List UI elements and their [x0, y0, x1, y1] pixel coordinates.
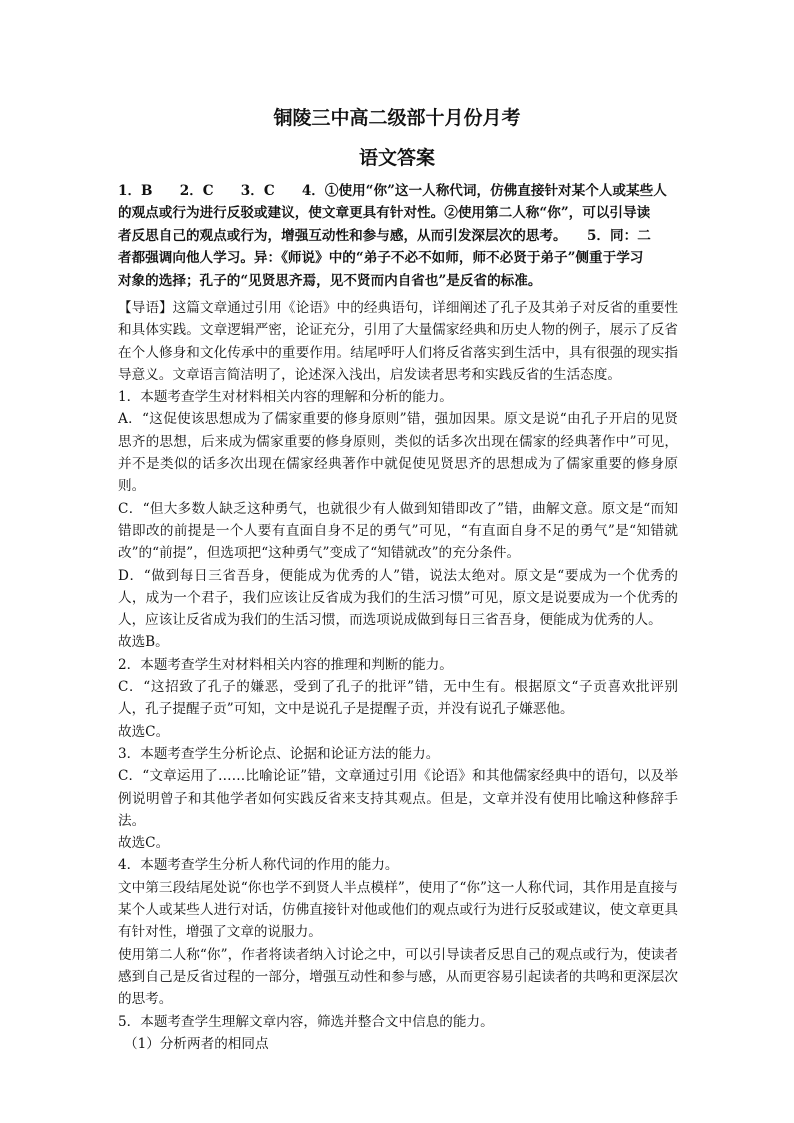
- document-subtitle: 语文答案: [358, 147, 435, 169]
- answer-conclusion: 故选C。: [118, 835, 170, 852]
- analysis-paragraph: C．“但大多数人缺乏这种勇气，也就很少有人做到知错即改了”错，曲解文意。原文是“而知错即改的前提是一个人要有直面自身不足的勇气”可见，“有直面自身不足的勇气”是“知错就改”的“前提”，但选项把“这种勇气”变成了“知错就改”的充分条件。: [118, 500, 678, 562]
- guide-paragraph: 【导语】这篇文章通过引用《论语》中的经典语句，详细阐述了孔子及其弟子对反省的重要性和具体实践。文章逻辑严密，论证充分，引用了大量儒家经典和历史人物的例子，展示了反省在个人修身和文化传承中的重要作用。结尾呼吁人们将反省落实到生活中，具有很强的现实指导意义。文章语言简洁明了，论述深入浅出，启发读者思考和实践反省的生活态度。: [118, 300, 678, 383]
- analysis-paragraph: 文中第三段结尾处说“你也学不到贤人半点模样”，使用了“你”这一人称代词，其作用是直接与某个人或某些人进行对话，仿佛直接针对他或他们的观点或行为进行反驳或建议，使文章更具有针对性，增强了文章的说服力。: [118, 879, 678, 941]
- question-heading: 2．本题考查学生对材料相关内容的推理和判断的能力。: [118, 656, 453, 673]
- question-heading: 1．本题考查学生对材料相关内容的理解和分析的能力。: [118, 389, 453, 406]
- answer-line: 1．B 2．C 3．C 4．①使用“你”这一人称代词，仿佛直接针对某个人或某些人: [118, 183, 667, 199]
- answer-conclusion: 故选B。: [118, 634, 169, 651]
- analysis-paragraph: D．“做到每日三省吾身，便能成为优秀的人”错，说法太绝对。原文是“要成为一个优秀的人，成为一个君子，我们应该让反省成为我们的生活习惯”可见，原文是说要成为一个优秀的人，应该让反省成为我们的生活习惯，而选项说成做到每日三省吾身，便能成为优秀的人。: [118, 567, 678, 629]
- analysis-paragraph: C．“这招致了孔子的嫌恶，受到了孔子的批评”错，无中生有。根据原文“子贡喜欢批评别人，孔子提醒子贡”可知，文中是说孔子是提醒子贡，并没有说孔子嫌恶他。: [118, 679, 678, 718]
- question-heading: 4．本题考查学生分析人称代词的作用的能力。: [118, 857, 399, 874]
- answer-line: 的观点或行为进行反驳或建议，使文章更具有针对性。②使用第二人称“你”，可以引导读: [118, 205, 651, 222]
- analysis-paragraph: 使用第二人称“你”，作者将读者纳入讨论之中，可以引导读者反思自己的观点或行为，使读者感到自己是反省过程的一部分，增强互动性和参与感，从而更容易引起读者的共鸣和更深层次的思考。: [118, 946, 678, 1008]
- analysis-paragraph: C．“文章运用了……比喻论证”错，文章通过引用《论语》和其他儒家经典中的语句，以及举例说明曾子和其他学者如何实践反省来支持其观点。但是，文章并没有使用比喻这种修辞手法。: [118, 768, 678, 829]
- answer-conclusion: 故选C。: [118, 723, 170, 740]
- sub-point-heading: （1）分析两者的相同点: [124, 1035, 269, 1052]
- analysis-section: [118, 297, 678, 1055]
- answer-line: 对象的选择；孔子的“见贤思齐焉，见不贤而内自省也”是反省的标准。: [118, 272, 542, 289]
- document-title: 铜陵三中高二级部十月份月考: [273, 107, 521, 129]
- question-heading: 3．本题考查学生分析论点、论据和论证方法的能力。: [118, 745, 440, 762]
- answer-line: 者反思自己的观点或行为，增强互动性和参与感，从而引发深层次的思考。 5．同：二: [118, 227, 651, 244]
- answer-line: 者都强调向他人学习。异：《师说》中的“弟子不必不如师，师不必贤于弟子”侧重于学习: [118, 250, 644, 267]
- question-heading: 5．本题考查学生理解文章内容，筛选并整合文中信息的能力。: [118, 1013, 494, 1030]
- answer-key: [118, 180, 678, 292]
- analysis-paragraph: A．“这促使该思想成为了儒家重要的修身原则”错，强加因果。原文是说“由孔子开启的见贤思齐的思想，后来成为儒家重要的修身原则，类似的话多次出现在儒家的经典著作中”可见，并不是类似的话多次出现在儒家经典著作中就促使见贤思齐的思想成为了儒家重要的修身原则。: [118, 411, 678, 495]
